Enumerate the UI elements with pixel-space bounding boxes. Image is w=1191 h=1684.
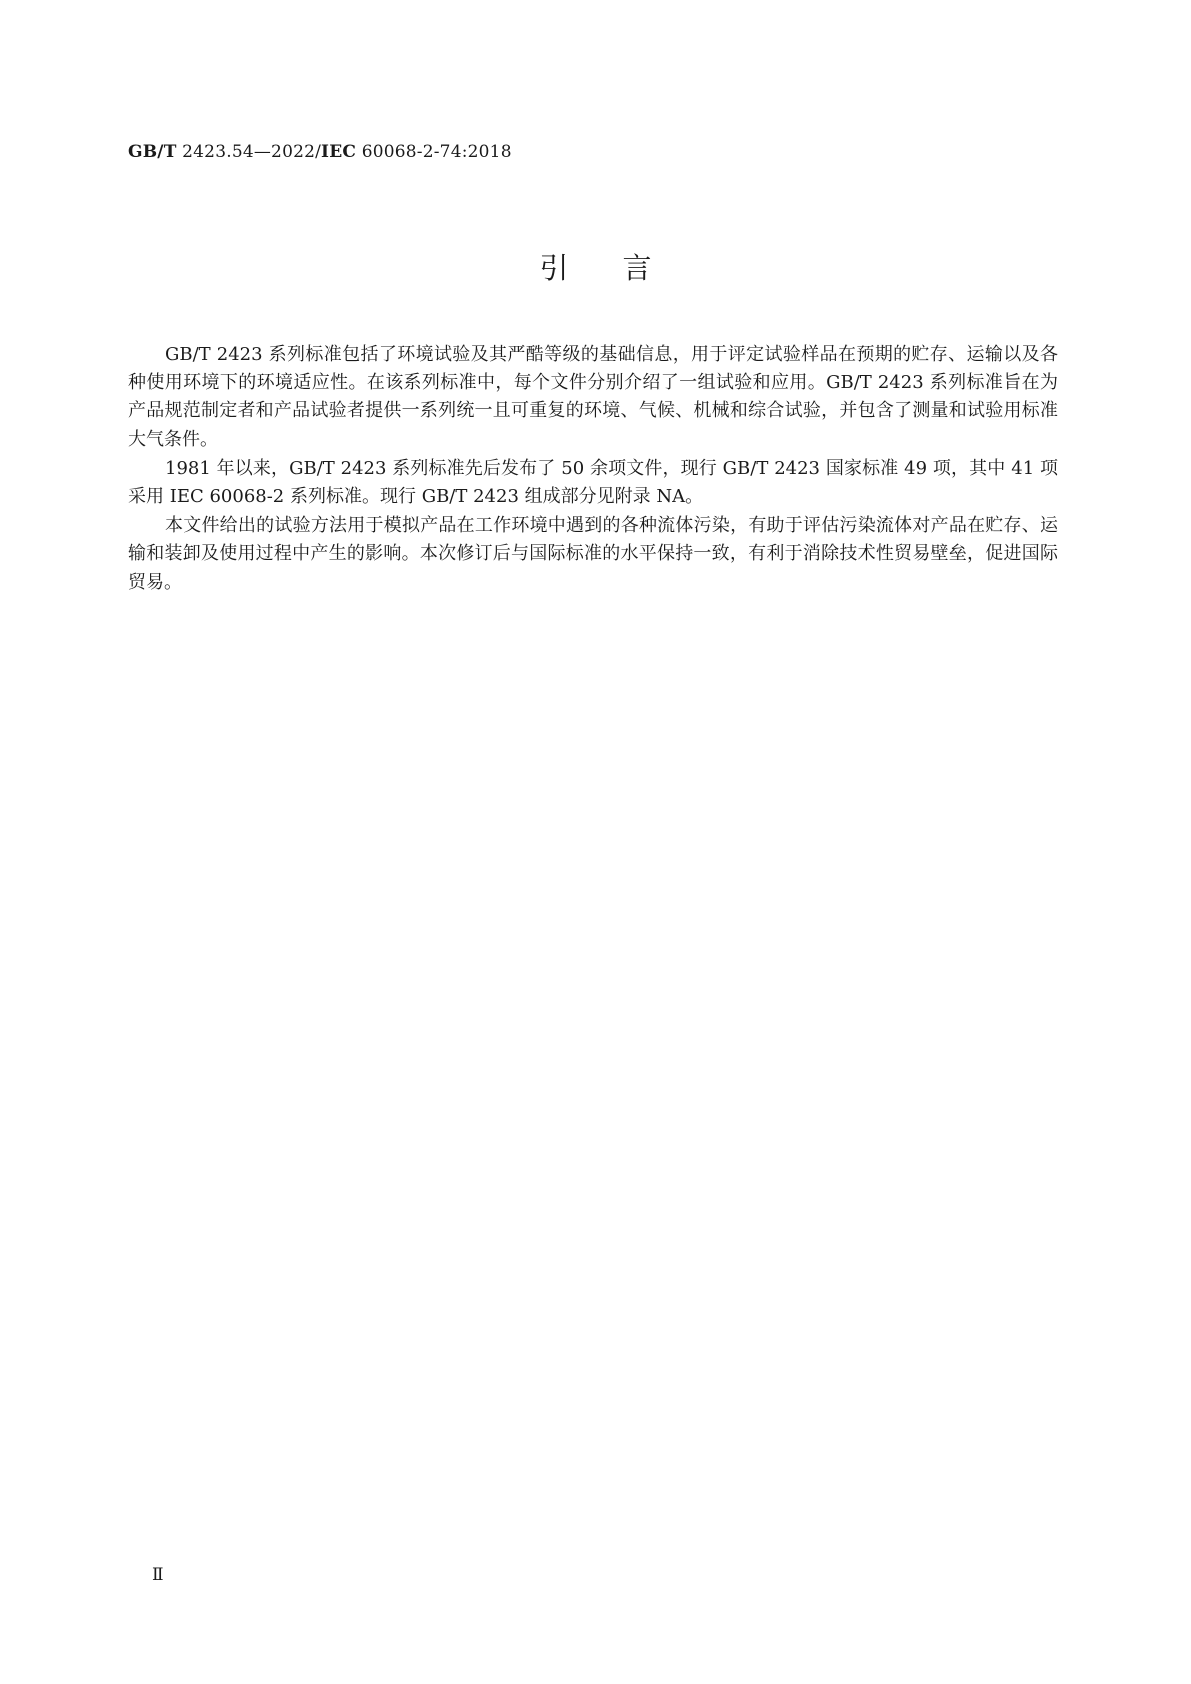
document-code-gb: GB/T: [128, 142, 177, 162]
document-code-iec-number: 60068-2-74:2018: [356, 142, 512, 162]
section-title: 引言: [539, 251, 706, 285]
paragraph-2: 1981 年以来，GB/T 2423 系列标准先后发布了 50 余项文件，现行 GB/T 2423 国家标准 49 项，其中 41 项采用 IEC 60068-2 系列标准。现行 GB/T 2423 组成部分见附录 NA。: [128, 457, 1058, 508]
document-code-iec: IEC: [321, 142, 357, 162]
document-code-number: 2423.54—2022/: [176, 142, 322, 162]
document-code: [128, 142, 512, 162]
paragraph-1: GB/T 2423 系列标准包括了环境试验及其严酷等级的基础信息，用于评定试验样品在预期的贮存、运输以及各种使用环境下的环境适应性。在该系列标准中，每个文件分别介绍了一组试验和应用。GB/T 2423 系列标准旨在为产品规范制定者和产品试验者提供一系列统一且可重复的环境、气候、机械和综合试验，并包含了测量和试验用标准大气条件。: [128, 344, 1058, 450]
paragraph-3: 本文件给出的试验方法用于模拟产品在工作环境中遇到的各种流体污染，有助于评估污染流体对产品在贮存、运输和装卸及使用过程中产生的影响。本次修订后与国际标准的水平保持一致，有利于消除技术性贸易壁垒，促进国际贸易。: [128, 515, 1058, 593]
page-number: Ⅱ: [152, 1565, 164, 1585]
introduction-body: [128, 341, 1058, 598]
